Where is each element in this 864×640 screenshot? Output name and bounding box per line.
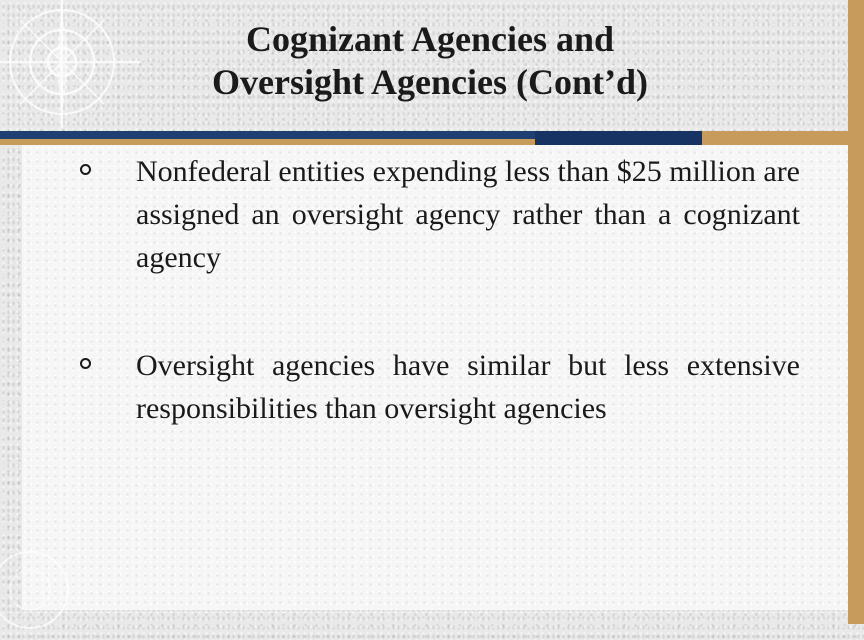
- title-divider-navy-bar: [0, 131, 535, 139]
- title-divider-tan-block: [702, 131, 848, 145]
- slide-title: [80, 18, 780, 104]
- bullet-text: Nonfederal entities expending less than $25 million are assigned an oversight agency rather than a cognizant agency: [136, 155, 800, 274]
- bullet-item: [80, 344, 800, 430]
- title-divider-navy-block: [535, 131, 702, 145]
- decorative-circle-icon: [0, 540, 80, 640]
- title-line-2: Oversight Agencies (Cont’d): [212, 62, 648, 102]
- hollow-circle-bullet-icon: [80, 164, 91, 175]
- bullet-list: [80, 150, 800, 430]
- right-accent-strip: [848, 0, 864, 624]
- bullet-text: Oversight agencies have similar but less extensive responsibilities than oversight agencies: [136, 349, 800, 425]
- bullet-item: [80, 150, 800, 279]
- title-line-1: Cognizant Agencies and: [245, 19, 615, 59]
- hollow-circle-bullet-icon: [80, 358, 91, 369]
- title-area: [0, 0, 864, 128]
